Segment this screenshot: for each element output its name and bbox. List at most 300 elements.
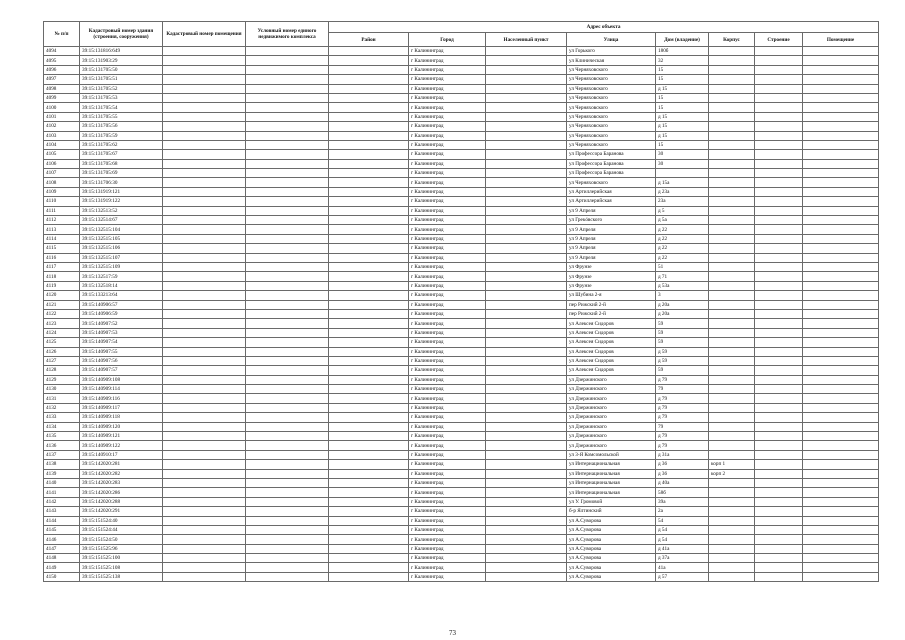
- table-row: [44, 216, 879, 225]
- cell-city: г Калининград: [409, 122, 486, 131]
- cell-cadastral: 39:15:151524:44: [80, 525, 163, 534]
- cell-premises: [163, 159, 246, 168]
- cell-structure: [755, 206, 803, 215]
- cell-num: 4113: [44, 225, 80, 234]
- cell-district: [329, 187, 409, 196]
- cell-city: г Калининград: [409, 75, 486, 84]
- cell-house: 23а: [656, 197, 709, 206]
- cell-district: [329, 375, 409, 384]
- cell-building: [709, 262, 755, 271]
- cell-room: [803, 441, 879, 450]
- table-row: [44, 291, 879, 300]
- table-row: [44, 507, 879, 516]
- cell-num: 4136: [44, 441, 80, 450]
- cell-room: [803, 159, 879, 168]
- cell-premises: [163, 225, 246, 234]
- cell-street: ул Дзержинского: [567, 375, 656, 384]
- cell-house: д 59: [656, 356, 709, 365]
- cell-complex: [246, 347, 329, 356]
- cell-room: [803, 432, 879, 441]
- cell-district: [329, 159, 409, 168]
- table-row: [44, 403, 879, 412]
- cell-house: д 15: [656, 112, 709, 121]
- cell-house: д 71: [656, 272, 709, 281]
- cell-house: д 5а: [656, 216, 709, 225]
- cell-premises: [163, 375, 246, 384]
- cell-num: 4143: [44, 507, 80, 516]
- cell-room: [803, 375, 879, 384]
- table-row: [44, 375, 879, 384]
- cell-settlement: [486, 563, 567, 572]
- cell-room: [803, 422, 879, 431]
- cell-building: [709, 572, 755, 581]
- cell-structure: [755, 187, 803, 196]
- cell-cadastral: 39:15:132515:109: [80, 262, 163, 271]
- cell-building: [709, 525, 755, 534]
- cell-complex: [246, 216, 329, 225]
- cell-district: [329, 216, 409, 225]
- cell-complex: [246, 488, 329, 497]
- cell-house: 15: [656, 93, 709, 102]
- cell-house: 2а: [656, 507, 709, 516]
- cell-structure: [755, 281, 803, 290]
- cell-complex: [246, 281, 329, 290]
- cell-cadastral: 39:15:140907:55: [80, 347, 163, 356]
- cell-cadastral: 39:15:140907:52: [80, 319, 163, 328]
- cell-room: [803, 525, 879, 534]
- table-row: [44, 197, 879, 206]
- cell-street: ул Алексея Сидоров: [567, 347, 656, 356]
- cell-room: [803, 262, 879, 271]
- cell-complex: [246, 413, 329, 422]
- cell-num: 4094: [44, 47, 80, 56]
- page-number: 73: [449, 629, 456, 637]
- cell-district: [329, 122, 409, 131]
- cell-city: г Калининград: [409, 216, 486, 225]
- cell-district: [329, 338, 409, 347]
- cell-street: ул 9 Апреля: [567, 206, 656, 215]
- cell-house: д 23а: [656, 187, 709, 196]
- cell-structure: [755, 112, 803, 121]
- cell-building: [709, 75, 755, 84]
- cell-city: г Калининград: [409, 469, 486, 478]
- cell-district: [329, 262, 409, 271]
- cell-settlement: [486, 93, 567, 102]
- table-row: [44, 65, 879, 74]
- cell-num: 4141: [44, 488, 80, 497]
- header-house: Дом (владение): [656, 33, 709, 47]
- cell-complex: [246, 187, 329, 196]
- cell-num: 4125: [44, 338, 80, 347]
- table-row: [44, 356, 879, 365]
- cell-settlement: [486, 535, 567, 544]
- cell-street: ул 3-Я Комсомольской: [567, 450, 656, 459]
- cell-cadastral: 39:15:132514:67: [80, 216, 163, 225]
- cell-street: ул Интернациональная: [567, 460, 656, 469]
- table-row: [44, 178, 879, 187]
- cell-district: [329, 403, 409, 412]
- cell-settlement: [486, 300, 567, 309]
- cell-structure: [755, 507, 803, 516]
- cell-num: 4123: [44, 319, 80, 328]
- cell-street: ул Черняховского: [567, 112, 656, 121]
- cell-structure: [755, 394, 803, 403]
- cell-room: [803, 544, 879, 553]
- cell-building: [709, 112, 755, 121]
- cell-premises: [163, 56, 246, 65]
- cell-num: 4147: [44, 544, 80, 553]
- cell-room: [803, 253, 879, 262]
- cell-street: ул Грекóвского: [567, 216, 656, 225]
- cell-premises: [163, 525, 246, 534]
- cell-num: 4148: [44, 554, 80, 563]
- cell-premises: [163, 75, 246, 84]
- cell-house: 79: [656, 422, 709, 431]
- cell-street: ул Профессора Баранова: [567, 159, 656, 168]
- cell-district: [329, 460, 409, 469]
- cell-cadastral: 39:15:131705:53: [80, 93, 163, 102]
- cell-structure: [755, 422, 803, 431]
- cell-building: [709, 244, 755, 253]
- cell-street: ул Алексея Сидоров: [567, 328, 656, 337]
- cell-district: [329, 169, 409, 178]
- cell-num: 4127: [44, 356, 80, 365]
- cell-cadastral: 39:15:140907:57: [80, 366, 163, 375]
- cell-complex: [246, 253, 329, 262]
- cell-city: г Калининград: [409, 441, 486, 450]
- cell-house: д 15а: [656, 178, 709, 187]
- cell-city: г Калининград: [409, 93, 486, 102]
- cell-structure: [755, 140, 803, 149]
- cell-building: [709, 234, 755, 243]
- cell-num: 4104: [44, 140, 80, 149]
- cell-cadastral: 39:15:151524:40: [80, 516, 163, 525]
- cell-room: [803, 413, 879, 422]
- cell-building: [709, 413, 755, 422]
- cell-cadastral: 39:15:140909:116: [80, 394, 163, 403]
- table-row: [44, 572, 879, 581]
- cell-structure: [755, 262, 803, 271]
- cell-cadastral: 39:15:132515:106: [80, 244, 163, 253]
- cell-district: [329, 432, 409, 441]
- cell-city: г Калининград: [409, 281, 486, 290]
- cell-premises: [163, 535, 246, 544]
- cell-complex: [246, 403, 329, 412]
- cell-num: 4139: [44, 469, 80, 478]
- cell-structure: [755, 178, 803, 187]
- cell-settlement: [486, 572, 567, 581]
- cell-street: ул Алексея Сидоров: [567, 338, 656, 347]
- cell-structure: [755, 366, 803, 375]
- cell-structure: [755, 272, 803, 281]
- cell-district: [329, 103, 409, 112]
- cell-house: 58б: [656, 488, 709, 497]
- cell-premises: [163, 347, 246, 356]
- cell-building: [709, 225, 755, 234]
- cell-complex: [246, 338, 329, 347]
- cell-complex: [246, 300, 329, 309]
- cell-cadastral: 39:15:131816:649: [80, 47, 163, 56]
- cell-cadastral: 39:15:140907:54: [80, 338, 163, 347]
- cell-num: 4117: [44, 262, 80, 271]
- cell-room: [803, 403, 879, 412]
- cell-room: [803, 478, 879, 487]
- cell-building: [709, 178, 755, 187]
- cell-complex: [246, 394, 329, 403]
- cell-city: г Калининград: [409, 338, 486, 347]
- cell-premises: [163, 84, 246, 93]
- header-cadastral: Кадастровый номер здания (строения, сооружения): [80, 22, 163, 47]
- cell-building: [709, 93, 755, 102]
- cell-num: 4138: [44, 460, 80, 469]
- cell-premises: [163, 65, 246, 74]
- cell-city: г Калининград: [409, 309, 486, 318]
- cell-room: [803, 122, 879, 131]
- cell-house: д 79: [656, 432, 709, 441]
- cell-num: 4103: [44, 131, 80, 140]
- cell-room: [803, 150, 879, 159]
- cell-num: 4105: [44, 150, 80, 159]
- table-row: [44, 56, 879, 65]
- cell-complex: [246, 112, 329, 121]
- cell-district: [329, 309, 409, 318]
- cell-complex: [246, 197, 329, 206]
- cell-building: [709, 366, 755, 375]
- table-row: [44, 422, 879, 431]
- cell-district: [329, 450, 409, 459]
- table-row: [44, 262, 879, 271]
- cell-district: [329, 319, 409, 328]
- cell-city: г Калининград: [409, 488, 486, 497]
- cell-complex: [246, 450, 329, 459]
- cell-street: ул 9 Апреля: [567, 253, 656, 262]
- cell-complex: [246, 432, 329, 441]
- cell-cadastral: 39:15:131919:122: [80, 197, 163, 206]
- cell-city: г Калининград: [409, 262, 486, 271]
- table-body: [44, 47, 879, 582]
- cell-structure: [755, 197, 803, 206]
- cell-house: д 79: [656, 394, 709, 403]
- cell-building: [709, 159, 755, 168]
- cell-settlement: [486, 507, 567, 516]
- cell-cadastral: 39:15:140909:122: [80, 441, 163, 450]
- cell-house: д 57: [656, 572, 709, 581]
- cell-district: [329, 93, 409, 102]
- cell-street: ул Черняховского: [567, 131, 656, 140]
- cell-street: ул Интернациональная: [567, 469, 656, 478]
- cell-district: [329, 244, 409, 253]
- cell-premises: [163, 356, 246, 365]
- cell-premises: [163, 328, 246, 337]
- cell-city: г Калининград: [409, 47, 486, 56]
- cell-district: [329, 413, 409, 422]
- table-row: [44, 309, 879, 318]
- cell-street: ул Клиническая: [567, 56, 656, 65]
- cell-settlement: [486, 56, 567, 65]
- cell-cadastral: 39:15:142020:291: [80, 507, 163, 516]
- cell-num: 4111: [44, 206, 80, 215]
- cell-settlement: [486, 112, 567, 121]
- cell-district: [329, 497, 409, 506]
- cell-city: г Калининград: [409, 253, 486, 262]
- cell-num: 4122: [44, 309, 80, 318]
- cell-house: 54: [656, 516, 709, 525]
- cell-street: ул У. Громовой: [567, 497, 656, 506]
- cell-cadastral: 39:15:142020:281: [80, 460, 163, 469]
- cell-structure: [755, 544, 803, 553]
- cell-city: г Калининград: [409, 544, 486, 553]
- cell-building: [709, 140, 755, 149]
- cell-building: [709, 131, 755, 140]
- cell-city: г Калининград: [409, 478, 486, 487]
- cell-room: [803, 206, 879, 215]
- cell-cadastral: 39:15:131705:67: [80, 150, 163, 159]
- cell-district: [329, 366, 409, 375]
- cell-street: ул А.Суворова: [567, 554, 656, 563]
- cell-district: [329, 272, 409, 281]
- table-row: [44, 385, 879, 394]
- table-row: [44, 413, 879, 422]
- cell-cadastral: 39:15:132518:14: [80, 281, 163, 290]
- cell-complex: [246, 150, 329, 159]
- cell-room: [803, 187, 879, 196]
- cell-num: 4124: [44, 328, 80, 337]
- cell-num: 4119: [44, 281, 80, 290]
- cell-structure: [755, 432, 803, 441]
- cell-room: [803, 140, 879, 149]
- cell-complex: [246, 225, 329, 234]
- cell-structure: [755, 93, 803, 102]
- cell-building: [709, 281, 755, 290]
- cell-settlement: [486, 328, 567, 337]
- cell-cadastral: 39:15:140909:114: [80, 385, 163, 394]
- cell-settlement: [486, 75, 567, 84]
- cell-house: д 54: [656, 525, 709, 534]
- cell-settlement: [486, 281, 567, 290]
- cell-house: д 79: [656, 441, 709, 450]
- cell-house: 59: [656, 338, 709, 347]
- cell-premises: [163, 469, 246, 478]
- cell-structure: [755, 75, 803, 84]
- cell-city: г Калининград: [409, 554, 486, 563]
- cell-district: [329, 441, 409, 450]
- cell-city: г Калининград: [409, 272, 486, 281]
- cell-settlement: [486, 309, 567, 318]
- cell-city: г Калининград: [409, 300, 486, 309]
- cell-room: [803, 197, 879, 206]
- cell-house: д 79: [656, 403, 709, 412]
- cell-num: 4126: [44, 347, 80, 356]
- cell-house: д 15: [656, 84, 709, 93]
- cell-house: д 15: [656, 131, 709, 140]
- cell-street: ул Дзержинского: [567, 385, 656, 394]
- cell-street: ул Фрунзе: [567, 262, 656, 271]
- cell-complex: [246, 56, 329, 65]
- table-row: [44, 319, 879, 328]
- cell-room: [803, 291, 879, 300]
- cell-settlement: [486, 122, 567, 131]
- cell-house: д 22: [656, 244, 709, 253]
- cell-house: д 79: [656, 375, 709, 384]
- table-row: [44, 206, 879, 215]
- cell-house: 41а: [656, 563, 709, 572]
- cell-premises: [163, 140, 246, 149]
- cell-premises: [163, 403, 246, 412]
- table-row: [44, 535, 879, 544]
- cell-house: д 53а: [656, 281, 709, 290]
- cell-complex: [246, 262, 329, 271]
- cell-settlement: [486, 554, 567, 563]
- cell-structure: [755, 572, 803, 581]
- cell-district: [329, 47, 409, 56]
- cell-complex: [246, 93, 329, 102]
- cell-building: [709, 103, 755, 112]
- table-row: [44, 169, 879, 178]
- cell-district: [329, 56, 409, 65]
- cell-building: [709, 272, 755, 281]
- cell-city: г Калининград: [409, 187, 486, 196]
- cell-num: 4112: [44, 216, 80, 225]
- cell-district: [329, 347, 409, 356]
- cell-num: 4114: [44, 234, 80, 243]
- cell-street: ул Интернациональная: [567, 478, 656, 487]
- cell-structure: [755, 216, 803, 225]
- cell-complex: [246, 478, 329, 487]
- cell-complex: [246, 356, 329, 365]
- cell-street: ул Дзержинского: [567, 413, 656, 422]
- cell-street: ул Дзержинского: [567, 441, 656, 450]
- cell-complex: [246, 291, 329, 300]
- cell-city: г Калининград: [409, 244, 486, 253]
- cell-street: ул Дзержинского: [567, 394, 656, 403]
- cell-settlement: [486, 338, 567, 347]
- cell-cadastral: 39:15:132517:59: [80, 272, 163, 281]
- cell-district: [329, 356, 409, 365]
- cell-premises: [163, 497, 246, 506]
- cell-premises: [163, 516, 246, 525]
- cell-district: [329, 291, 409, 300]
- cell-street: ул Черняховского: [567, 84, 656, 93]
- cell-complex: [246, 103, 329, 112]
- cell-city: г Калининград: [409, 403, 486, 412]
- cell-structure: [755, 56, 803, 65]
- cell-house: 30: [656, 150, 709, 159]
- cell-building: [709, 356, 755, 365]
- cell-city: г Калининград: [409, 516, 486, 525]
- cell-district: [329, 234, 409, 243]
- cell-city: г Калининград: [409, 225, 486, 234]
- cell-district: [329, 488, 409, 497]
- cell-structure: [755, 225, 803, 234]
- cell-settlement: [486, 169, 567, 178]
- cell-complex: [246, 47, 329, 56]
- cell-cadastral: 39:15:140907:56: [80, 356, 163, 365]
- cell-building: [709, 309, 755, 318]
- cell-building: [709, 441, 755, 450]
- cell-building: [709, 150, 755, 159]
- cell-building: [709, 197, 755, 206]
- cell-structure: [755, 375, 803, 384]
- cell-house: д 22: [656, 253, 709, 262]
- cell-district: [329, 131, 409, 140]
- table-row: [44, 122, 879, 131]
- cell-street: ул Артиллерийская: [567, 197, 656, 206]
- cell-complex: [246, 507, 329, 516]
- cell-room: [803, 112, 879, 121]
- cell-premises: [163, 460, 246, 469]
- cell-settlement: [486, 272, 567, 281]
- cell-street: ул Черняховского: [567, 103, 656, 112]
